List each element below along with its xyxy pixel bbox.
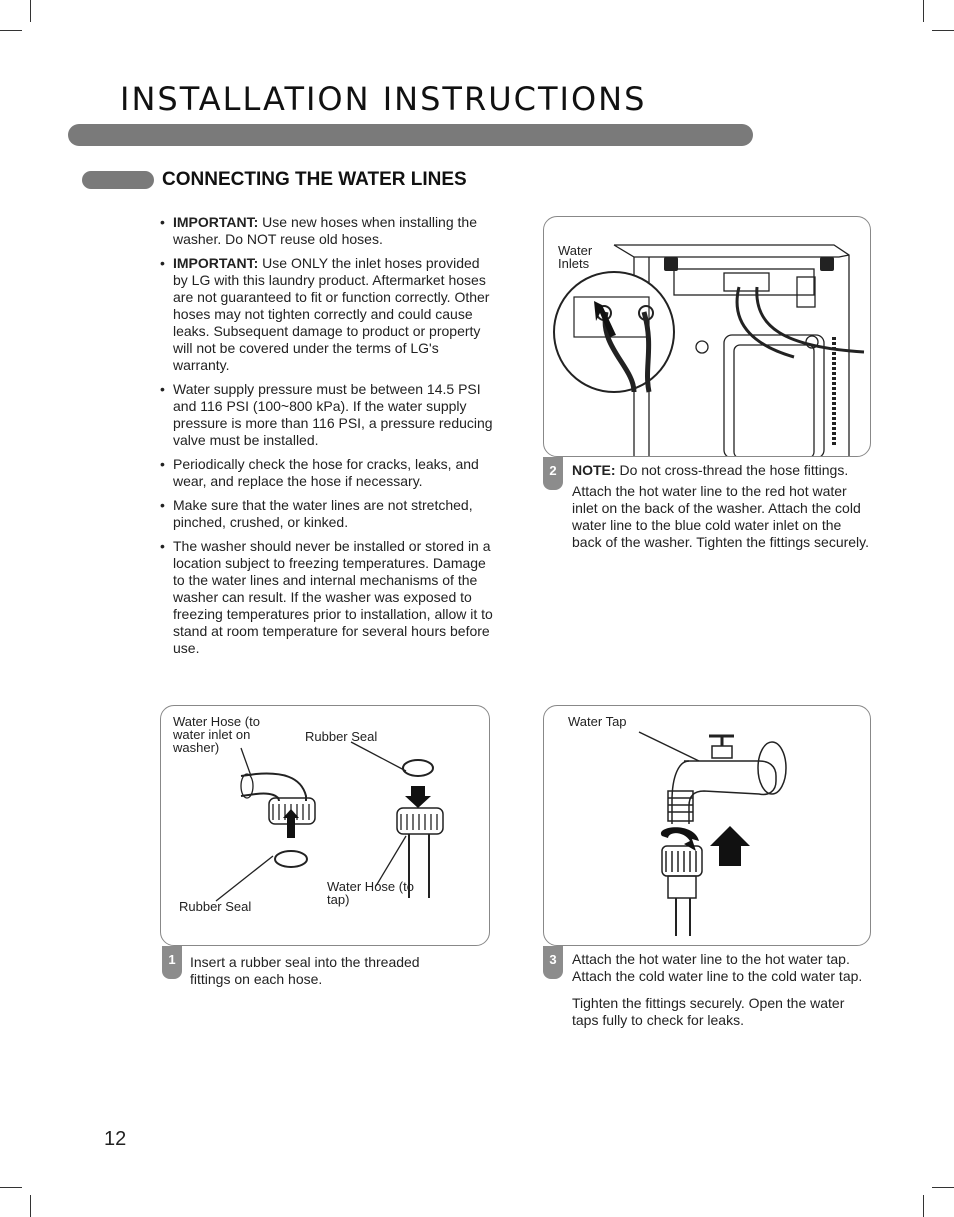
water-tap-label: Water Tap <box>568 714 627 729</box>
crop-mark <box>932 1187 954 1188</box>
page-title: INSTALLATION INSTRUCTIONS <box>120 80 647 118</box>
bullet-item <box>160 381 495 449</box>
step-1-text: Insert a rubber seal into the threaded fittings on each hose. <box>190 954 420 987</box>
water-tap-illustration <box>544 706 871 946</box>
bullet-bold: IMPORTANT: <box>173 255 259 271</box>
header-bar <box>68 124 753 146</box>
bullet-item <box>160 538 495 657</box>
crop-mark <box>932 30 954 31</box>
bullet-text: Use new hoses when installing the washer. Do NOT reuse old hoses. <box>173 214 477 247</box>
rubber-seal-bottom-label: Rubber Seal <box>179 899 252 914</box>
crop-mark <box>923 0 924 22</box>
rubber-seal-panel <box>160 705 490 946</box>
bullet-text: Make sure that the water lines are not stretched, pinched, crushed, or kinked. <box>173 497 473 530</box>
crop-mark <box>0 30 22 31</box>
section-title: CONNECTING THE WATER LINES <box>162 169 467 190</box>
bullet-text: Periodically check the hose for cracks, leaks, and wear, and replace the hose if necessary. <box>173 456 479 489</box>
crop-mark <box>30 1195 31 1217</box>
note-label: NOTE: <box>572 462 616 478</box>
water-tap-panel <box>543 705 871 946</box>
bullet-item <box>160 255 495 374</box>
crop-mark <box>30 0 31 22</box>
step-3-text <box>572 951 867 1039</box>
crop-mark <box>923 1195 924 1217</box>
bullet-text: Use ONLY the inlet hoses provided by LG with this laundry product. Aftermarket hoses are not guaranteed to fit or function correctly. Other hoses may not tighten correctly and could cause leaks. Subsequent damage to product or property will not be covered under the terms of LG's warranty. <box>173 255 490 373</box>
note-text: Do not cross-thread the hose fittings. <box>615 462 849 478</box>
bullet-text: The washer should never be installed or stored in a location subject to freezing temperatures. Damage to the water lines and internal mechanisms of the washer can result. If the washer was exposed to freezing temperatures prior to installation, allow it to stand at room temperature for several hours before use. <box>173 538 493 656</box>
washer-inlets-panel <box>543 216 871 457</box>
water-inlets-label: Water Inlets <box>558 243 593 271</box>
step-number: 1 <box>162 946 182 979</box>
bullet-bold: IMPORTANT: <box>173 214 259 230</box>
page-number: 12 <box>104 1128 127 1150</box>
section-pill <box>82 171 154 189</box>
bullet-text: Water supply pressure must be between 14.5 PSI and 116 PSI (100~800 kPa). If the water supply pressure is more than 116 PSI, a pressure reducing valve must be installed. <box>173 381 493 448</box>
bullet-item <box>160 497 495 531</box>
crop-mark <box>0 1187 22 1188</box>
rubber-seal-top-label: Rubber Seal <box>305 729 378 744</box>
water-hose-tap-label: Water Hose (to tap) <box>327 879 414 907</box>
water-hose-washer-label: Water Hose (to water inlet on washer) <box>173 714 260 755</box>
bullet-item <box>160 456 495 490</box>
step-2-body: Attach the hot water line to the red hot water inlet on the back of the washer. Attach the cold water line to the blue cold water inlet on the back of the washer. Tighten the fittings securely. <box>572 483 870 550</box>
step-3-text-2: Tighten the fittings securely. Open the water taps fully to check for leaks. <box>572 995 845 1028</box>
bullet-list <box>160 214 495 664</box>
step-number: 2 <box>543 457 563 490</box>
bullet-item <box>160 214 495 248</box>
step-2-text <box>572 462 872 561</box>
step-3-text-1: Attach the hot water line to the hot water tap. Attach the cold water line to the cold water tap. <box>572 951 863 984</box>
step-number: 3 <box>543 946 563 979</box>
